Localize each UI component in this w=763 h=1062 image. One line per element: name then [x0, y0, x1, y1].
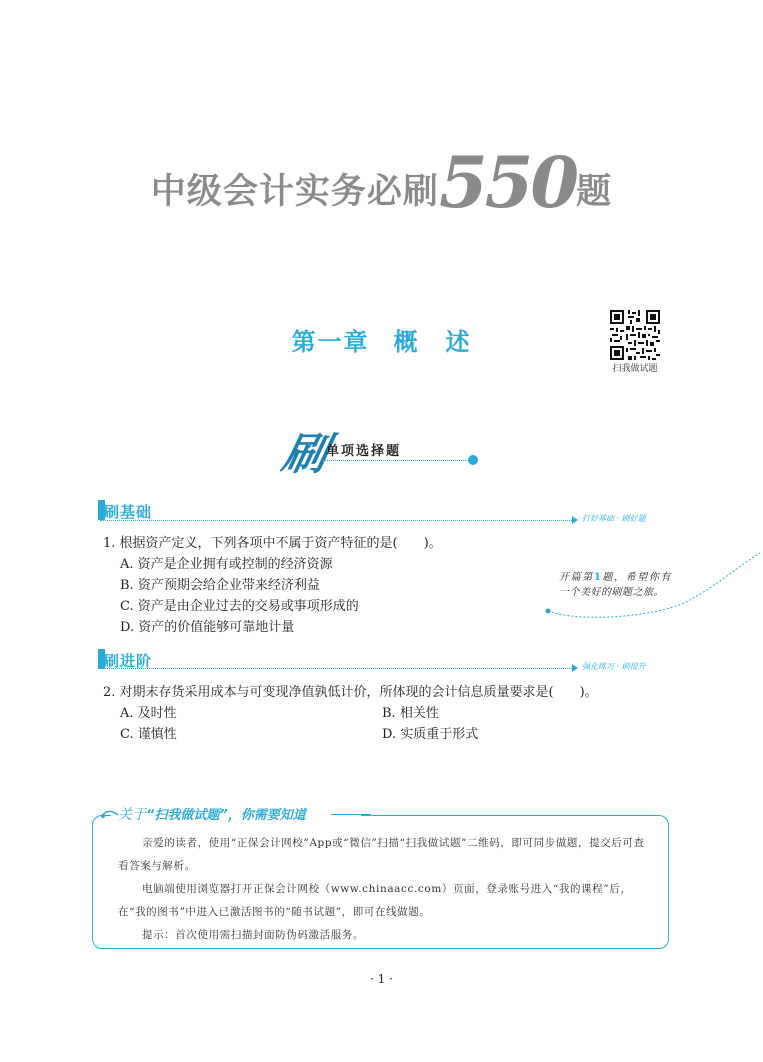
side-note — [559, 570, 671, 600]
side-note-number: 1 — [593, 572, 602, 583]
info-heading-swirl-icon — [100, 810, 120, 820]
level-basic-line — [100, 520, 574, 521]
question-1-option-d: D. 资产的价值能够可靠地计量 — [120, 620, 295, 635]
chapter-name: 概 述 — [393, 328, 472, 356]
info-heading-rule — [331, 814, 371, 815]
section-divider — [322, 460, 470, 461]
side-note-post: 题，希望你有一个美好的刷题之旅。 — [559, 572, 671, 598]
section-heading: 单项选择题 — [326, 444, 402, 459]
question-2-option-c: C. 谨慎性 — [120, 727, 177, 742]
chapter-label: 第一章 — [291, 328, 370, 356]
book-title-number: 550 — [438, 141, 577, 224]
level-basic-tag: 打好基础 · 刷好题 — [582, 514, 646, 523]
section-dot — [468, 455, 478, 465]
info-heading-suffix: ，你需要知道 — [227, 808, 306, 823]
question-1-option-c: C. 资产是由企业过去的交易或事项形成的 — [120, 599, 359, 614]
question-1-stem: 1. 根据资产定义，下列各项中不属于资产特征的是( )。 — [103, 536, 442, 551]
level-advanced-arrow-icon — [572, 664, 578, 672]
level-advanced-title: 刷进阶 — [104, 652, 153, 670]
info-paragraph-2: 电脑端使用浏览器打开正保会计网校（www.chinaacc.com）页面，登录账号进入“我的课程”后，在“我的图书”中进入已激活图书的“随书试题”，即可在线做题。 — [118, 883, 632, 918]
book-title-suffix: 题 — [576, 172, 613, 212]
info-paragraph-1: 亲爱的读者，使用“正保会计网校”App或“微信”扫描“扫我做试题”二维码，即可同步做题，提交后可查看答案与解析。 — [118, 837, 645, 872]
qr-caption: 扫我做试题 — [612, 364, 658, 374]
side-note-pre: 开篇第 — [559, 572, 594, 583]
question-1-option-a: A. 资产是企业拥有或控制的经济资源 — [120, 557, 333, 572]
level-basic-title: 刷基础 — [104, 503, 153, 521]
brush-char-icon: 刷 — [277, 429, 333, 480]
question-2-option-a: A. 及时性 — [120, 706, 177, 721]
level-advanced-tag: 强化练习 · 刷提升 — [582, 662, 646, 671]
question-2-option-d: D. 实质重于形式 — [382, 727, 479, 742]
info-heading-bold: “扫我做试题” — [146, 808, 228, 823]
question-2-stem: 2. 对期末存货采用成本与可变现净值孰低计价，所体现的会计信息质量要求是( )。 — [103, 685, 598, 700]
info-heading-prefix: 关于 — [118, 807, 146, 823]
info-tip: 提示：首次使用需扫描封面防伪码激活服务。 — [142, 929, 364, 941]
book-title-text: 中级会计实务必刷 — [150, 172, 439, 212]
book-title — [0, 141, 763, 224]
question-2-option-b: B. 相关性 — [382, 706, 439, 721]
level-advanced-line — [100, 668, 574, 669]
question-1-option-b: B. 资产预期会给企业带来经济利益 — [120, 578, 320, 593]
level-basic-arrow-icon — [572, 516, 578, 524]
qr-code-icon[interactable] — [610, 310, 660, 360]
page-number: · 1 · — [370, 972, 393, 986]
info-heading — [118, 804, 306, 824]
